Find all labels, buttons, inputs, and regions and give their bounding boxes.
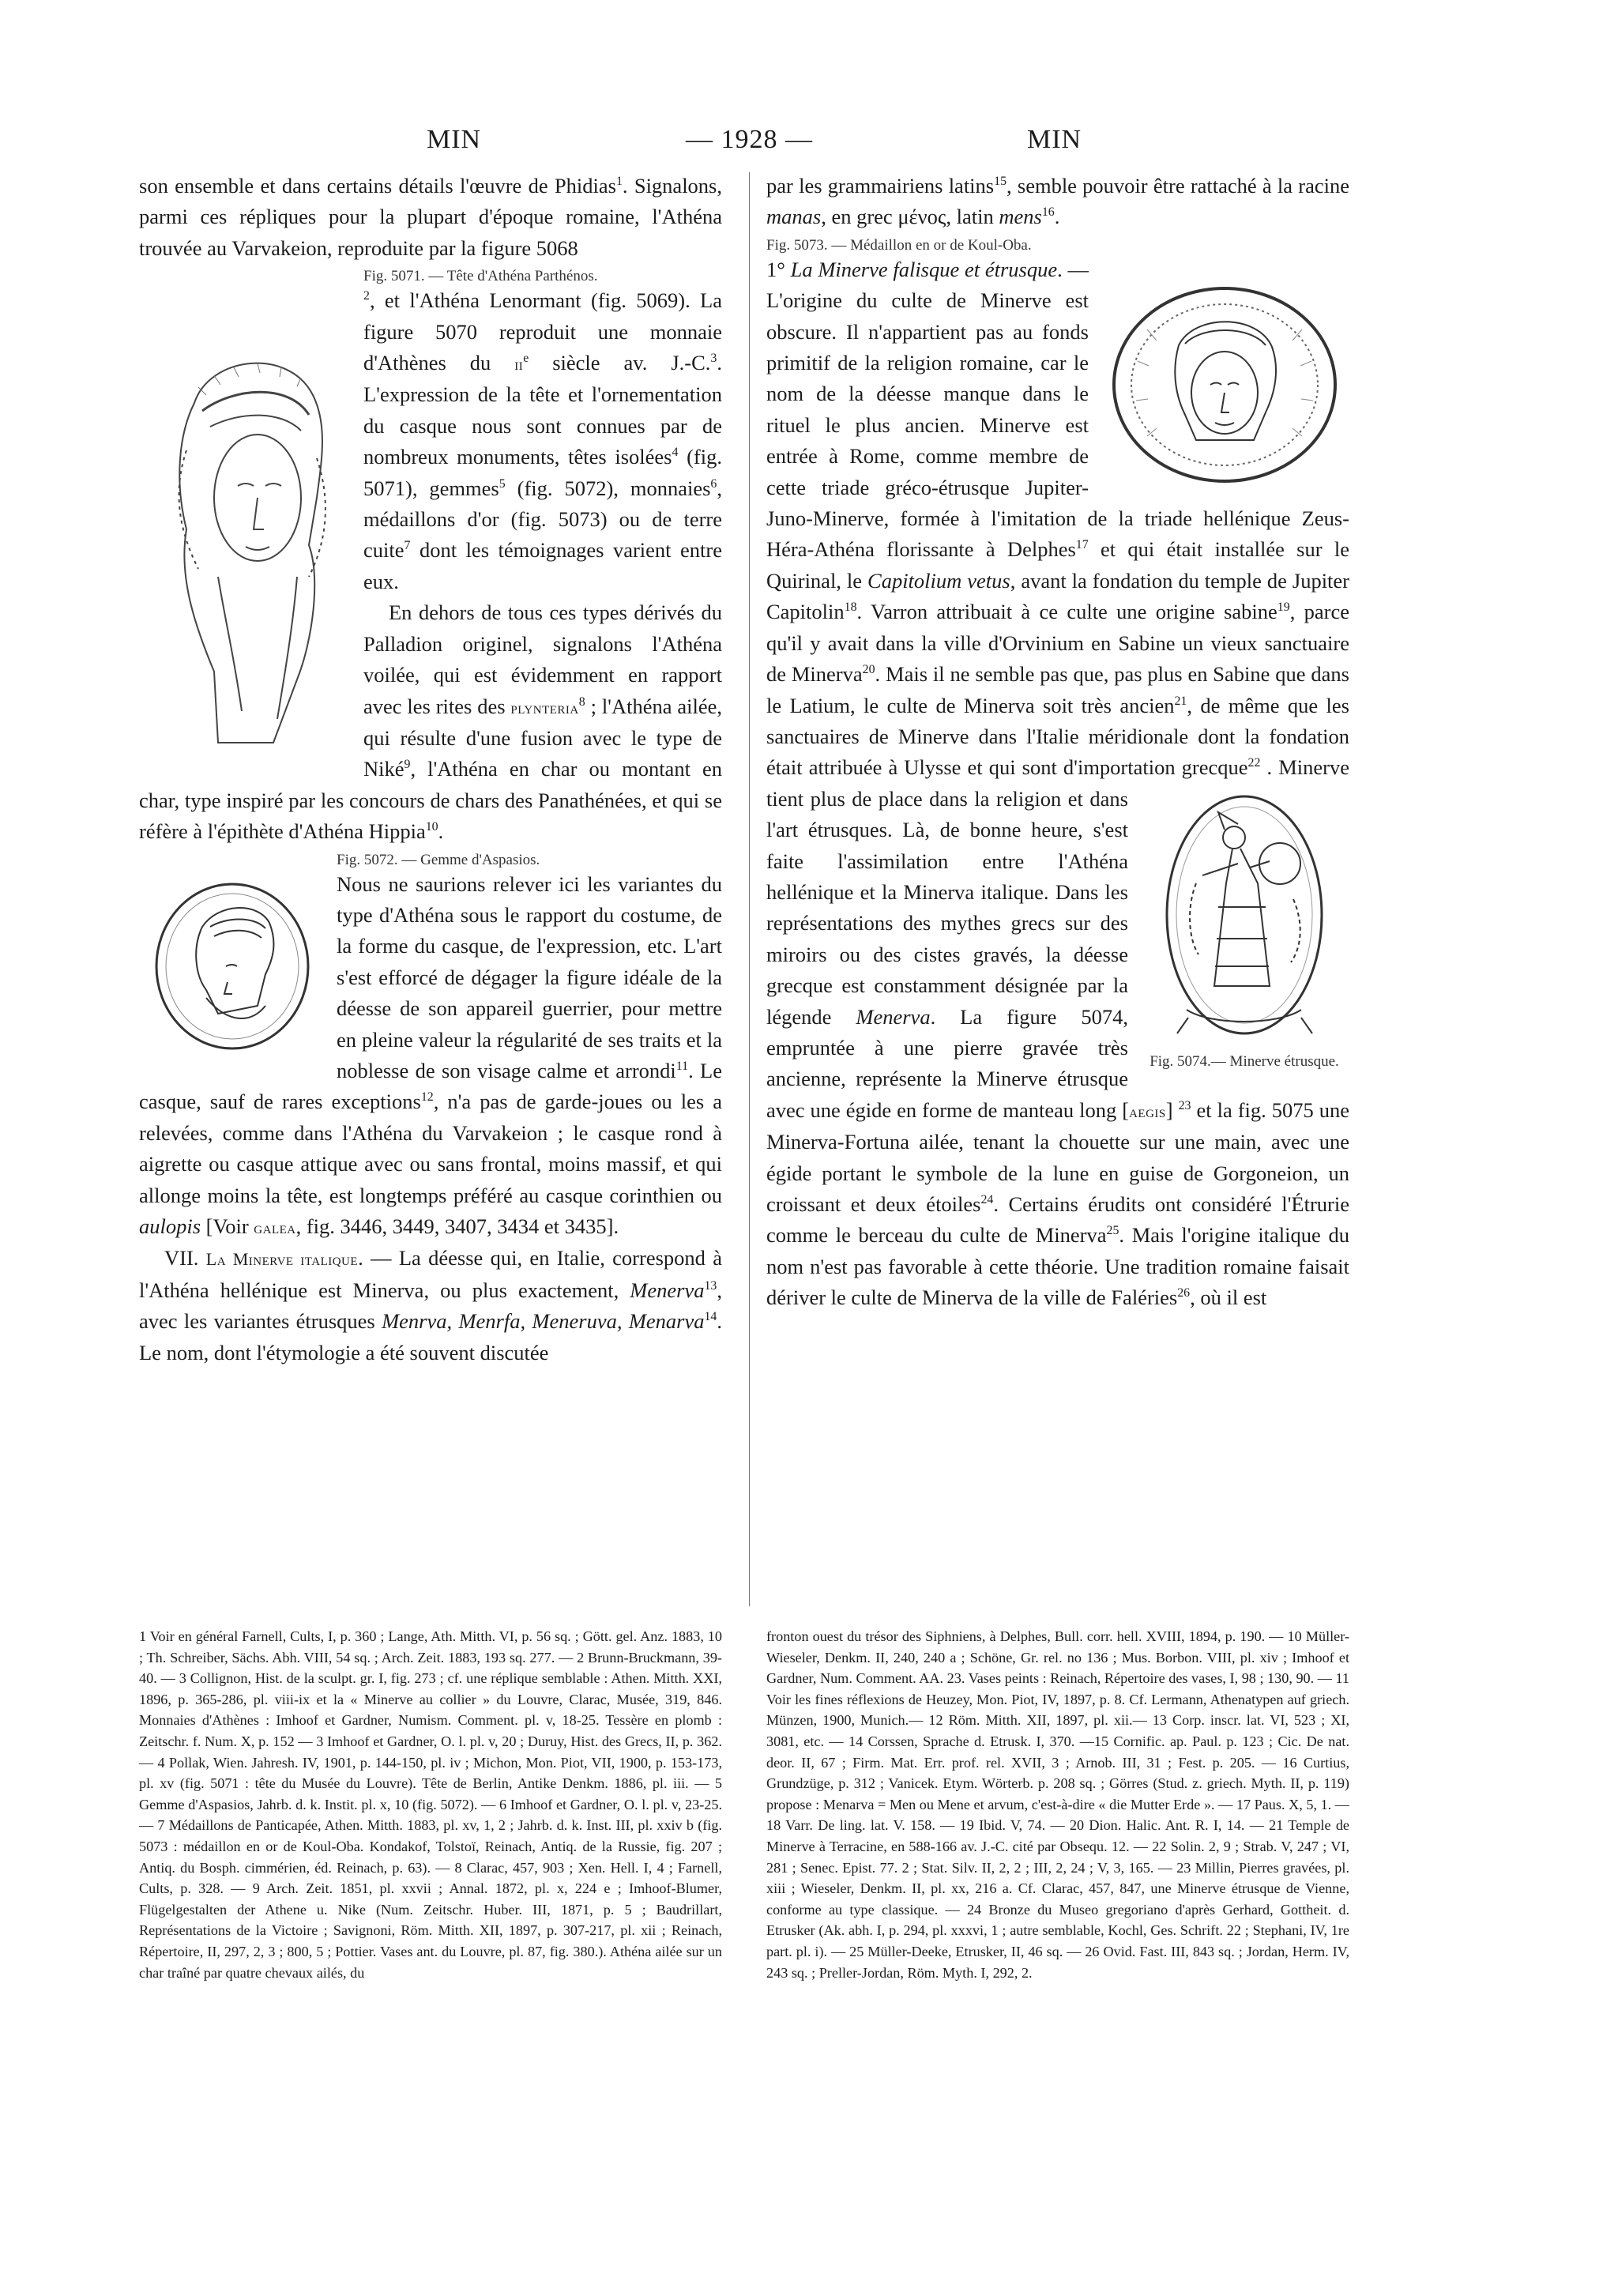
right-column: par les grammairiens latins$^{15}$, semble pouvoir être rattaché à la racine manas, en grec μένος, latin mens$^{16}$. Fig. 5073. — Médaillon en or de Koul-Oba. 1° La Minerve falisque et étrusque. — L'origine du culte de Minerve est obscure. Il n'appartient pas au fonds primitif de la religion romaine, car le nom de la déesse manque dans le rituel le plus ancien. Minerve est entrée à Rome, comme membre de cette triade gréco-étrusque Jupiter-Juno-Minerve, formée à l'imitation de la triade hellénique Zeus-Héra-Athéna florissante à Delphes$^{17}$ et qui était installée sur le Quirinal, le Capitolium vetus, avant la fondation du temple de Jupiter Capitolin$^{18}$. Varron attribuait à ce culte une origine sabine$^{19}$, parce qu'il y avait dans la ville d'Orvinium en Sabine un vieux sanctuaire de Minerva$^{20}$. Mais il ne semble pas que, pas plus en Sabine que dans le Latium, le culte de Minerva soit très ancien$^{21}$, de même que les sanctuaires de Minerve dans l'Italie méridionale dont la fondation était attribuée à Ulysse et qui sont d'importation grecque$^{22}$ Fig. 5074.— Minerve étrusque. . Minerve tient plus de place dans la religion et dans l'art étrusques. Là, de bonne heure, s'est faite l'assimilation entre l'Athéna hellénique et la Minerva italique. Dans les représentations des mythes grecs sur des miroirs ou des cistes gravés, la déesse grecque est constamment désignée par la légende Menerva. La figure 5074, empruntée à une pierre gravée très ancienne, représente la Minerve étrusque avec une égide en forme de manteau long [aegis] $^{23}$ et la fig. 5075 une Minerva-Fortuna ailée, tenant la chouette sur une main, avec une égide portant le symbole de la lune en guise de Gorgoneion, un croissant et deux étoiles$^{24}$. Certains érudits ont considéré l'Étrurie comme le berceau du culte de Minerva$^{25}$. Mais l'origine italique du nom n'est pas favorable à cette théorie. Une tradition romaine faisait dériver le culte de Minerva de la ville de Faléries$^{26}$, où il est <box>766 171 1349 1314</box>
left-paragraph-2: En dehors de tous ces types dérivés du Palladion originel, signalons l'Athéna voilée, qui est évidemment en rapport avec les rites des plynteria$^8$ ; l'Athéna ailée, qui résulte d'une fusion avec le type de Niké$^9$, l'Athéna en char ou montant en char, type inspiré par les concours de chars des Panathénées, et qui se réfère à l'épithète d'Athéna Hippia$^{10}$. <box>139 600 722 844</box>
figure-5073-caption: Fig. 5073. — Médaillon en or de Koul-Oba. <box>766 236 1032 254</box>
figure-5074 <box>1139 789 1349 1071</box>
right-paragraph-1: par les grammairiens latins$^{15}$, semble pouvoir être rattaché à la racine manas, en grec μένος, latin mens$^{16}$. <box>766 174 1350 229</box>
figure-5072-caption: Fig. 5072. — Gemme d'Aspasios. <box>337 851 540 868</box>
header-right: MIN <box>1027 125 1082 154</box>
figure-5071 <box>139 340 352 751</box>
figure-5072 <box>139 879 325 1053</box>
left-paragraph-1: son ensemble et dans certains détails l'œuvre de Phidias$^1$. Signalons, parmi ces répliques pour la plupart d'époque romaine, l'Athéna trouvée au Varvakeion, reproduite par la figure 5068 <box>139 171 722 264</box>
footnotes-left <box>139 1626 722 1983</box>
figure-5074-caption: Fig. 5074.— Minerve étrusque. <box>1150 1052 1339 1070</box>
footnotes-left-text: 1 Voir en général Farnell, Cults, I, p. 360 ; Lange, Ath. Mitth. VI, p. 56 sq. ; Gött. gel. Anz. 1883, 10 ; Th. Schreiber, Sächs. Abh. VIII, 54 sq. ; Arch. Zeit. 1883, 193 sq. 277. — 2 Brunn-Bruckmann, 39-40. — 3 Collignon, Hist. de la sculpt. gr. I, fig. 273 ; cf. une réplique semblable : Athen. Mitth. XXI, 1896, p. 365-286, pl. viii-ix et la « Minerve au collier » du Louvre, Clarac, Musée, 319, 846. Monnaies d'Athènes : Imhoof et Gardner, Numism. Comment. pl. v, 18-25. Tessère en plomb : Zeitschr. f. Num. X, p. 152 — 3 Imhoof et Gardner, O. l. pl. v, 20 ; Duruy, Hist. des Grecs, II, p. 362. — 4 Pollak, Wien. Jahresh. IV, 1901, p. 144-150, pl. iv ; Michon, Mon. Piot, VII, 1900, p. 153-173, pl. xv (fig. 5071 : tête du Musée du Louvre). Tête de Berlin, Antike Denkm. 1886, pl. iii. — 5 Gemme d'Aspasios, Jahrb. d. k. Instit. pl. x, 10 (fig. 5072). — 6 Imhoof et Gardner, O. l. pl. v, 23-25. — 7 Médaillons de Panticapée, Athen. Mitth. 1883, pl. xv, 1, 2 ; Jahrb. d. k. Inst. III, pl. xxiv b (fig. 5073 : médaillon en or de Koul-Oba. Kondakof, Tolstoï, Reinach, Antiq. de la Russie, fig. 207 ; Antiq. du Bosph. cimmérien, éd. Reinach, p. 63). — 8 Clarac, 457, 903 ; Xen. Hell. I, 4 ; Farnell, Cults, p. 328. — 9 Arch. Zeit. 1851, pl. xxvii ; Annal. 1872, pl. x, 224 e ; Imhoof-Blumer, Flügelgestalten der Athene u. Nike (Num. Zeitschr. Huber. III, 1871, p. 5 ; Baudrillart, Représentations de la Victoire ; Savignoni, Röm. Mitth. XII, 1897, p. 307-217, pl. xii ; Reinach, Répertoire, II, 297, 2, 3 ; 800, 5 ; Pottier. Vases ant. du Louvre, pl. 87, fig. 380.). Athéna ailée sur un char traîné par quatre chevaux ailés, du <box>139 1628 722 1981</box>
figure-5071-caption: Fig. 5071. — Tête d'Athéna Parthénos. <box>363 268 598 285</box>
koul-oba-medallion-engraving <box>1100 282 1349 495</box>
left-paragraph-4: VII. La Minerve italique. — La déesse qui, en Italie, correspond à l'Athéna hellénique est Minerva, ou plus exactement, Menerva$^{13}$, avec les variantes étrusques Menrva, Menrfa, Meneruva, Menarva$^{14}$. Le nom, dont l'étymologie a été souvent discutée <box>139 1246 722 1364</box>
gem-aspasios-engraving <box>139 879 325 1053</box>
footnotes-right-text: fronton ouest du trésor des Siphniens, à Delphes, Bull. corr. hell. XVIII, 1894, p. 190. — 10 Müller-Wieseler, Denkm. II, 240, 240 a ; Schöne, Gr. rel. no 136 ; Mus. Borbon. VIII, pl. xiv ; Imhoof et Gardner, Num. Comment. AA. 23. Vases peints : Reinach, Répertoire des vases, I, 98 ; 130, 90. — 11 Voir les fines réflexions de Heuzey, Mon. Piot, IV, 1897, p. 8. Cf. Lermann, Athenatypen auf griech. Münzen, 1900, Munich.— 12 Röm. Mitth. XII, 1897, pl. xii.— 13 Corp. inscr. lat. VI, 523 ; XI, 3081, etc. — 14 Corssen, Sprache d. Etrusk. I, 370. —15 Cornific. ap. Paul. p. 123 ; Cic. De nat. deor. II, 67 ; Firm. Mat. Err. prof. rel. XVII, 3 ; Arnob. III, 31 ; Fest. p. 205. — 16 Curtius, Grundzüge, p. 312 ; Vanicek. Etym. Wörterb. p. 208 sq. ; Görres (Stud. z. griech. Myth. II, p. 119) propose : Menarva = Men ou Mene et arvum, c'est-à-dire « die Mutter Erde ». — 17 Paus. X, 5, 1. — 18 Varr. De ling. lat. V. 158. — 19 Ibid. V, 74. — 20 Dion. Halic. Ant. R. I, 14. — 21 Temple de Minerve à Terracine, en 588-166 av. J.-C. cité par Obsequ. 12. — 22 Solin. 2, 9 ; Strab. V, 247 ; VI, 281 ; Senec. Epist. 77. 2 ; Stat. Silv. II, 2, 2 ; III, 2, 24 ; V, 3, 165. — 23 Millin, Pierres gravées, pl. xiii ; Wieseler, Denkm. II, pl. xx, 216 a. Cf. Clarac, 457, 847, une Minerve étrusque de Vienne, conforme au type classique. — 24 Bronze du Museo gregoriano d'après Gerhard, Gottheit. d. Etrusker (Ak. abh. I, p. 294, pl. xxxvi, 1 ; autre semblable, Kochl, Ges. Schrift. 22 ; Stephani, IV, 1re part. pl. i). — 25 Müller-Deeke, Etrusker, II, 46 sq. — 26 Ovid. Fast. III, 843 sq. ; Jordan, Herm. IV, 243 sq. ; Preller-Jordan, Röm. Myth. I, 292, 2. <box>766 1628 1349 1981</box>
left-column: son ensemble et dans certains détails l'œuvre de Phidias$^1$. Signalons, parmi ces répliques pour la plupart d'époque romaine, l'Athéna trouvée au Varvakeion, reproduite par la figure 5068 Fig. 5071. — Tête d'Athéna Parthénos. $^2$, et l'Athéna Lenormant (fig. 5069). La figure 5070 reproduit une monnaie d'Athènes du $ii^e$ siècle av. J.-C.$^3$. L'expression de la tête et l'ornementation du casque nous sont connues par de nombreux monuments, têtes isolées$^4$ (fig. 5071), gemmes$^5$ (fig. 5072), monnaies$^6$, médaillons d'or (fig. 5073) ou de terre cuite$^7$ dont les témoignages varient entre eux. En dehors de tous ces types dérivés du Palladion originel, signalons l'Athéna voilée, qui est évidemment en rapport avec les rites des plynteria$^8$ ; l'Athéna ailée, qui résulte d'une fusion avec le type de Niké$^9$, l'Athéna en char ou montant en char, type inspiré par les concours de chars des Panathénées, et qui se réfère à l'épithète d'Athéna Hippia$^{10}$. Fig. 5072. — Gemme d'Aspasios. Nous ne saurions relever ici les variantes du type d'Athéna sous le rapport du costume, de la forme du casque, de l'expression, etc. L'art s'est efforcé de dégager la figure idéale de la déesse de son appareil guerrier, pour mettre en pleine valeur la régularité de ses traits et la noblesse de son visage calme et arrondi$^{11}$. Le casque, sauf de rares exceptions$^{12}$, n'a pas de garde-joues ou les a relevées, comme dans l'Athéna du Varvakeion ; le casque rond à aigrette ou casque attique avec ou sans frontal, moins massif, et qui allonge moins la tête, est longtemps préféré au casque corinthien ou aulopis [Voir galea, fig. 3446, 3449, 3407, 3434 et 3435]. VII. La Minerve italique. — La déesse qui, en Italie, correspond à l'Athéna hellénique est Minerva, ou plus exactement, Menerva$^{13}$, avec les variantes étrusques Menrva, Menrfa, Meneruva, Menarva$^{14}$. Le nom, dont l'étymologie a été souvent discutée <box>139 171 722 1368</box>
page-number: — 1928 — <box>686 125 813 154</box>
etruscan-minerva-engraving <box>1139 789 1349 1049</box>
figure-5073 <box>1100 282 1349 495</box>
column-rule <box>749 172 750 1606</box>
header-left: MIN <box>427 125 482 154</box>
footnotes-right <box>766 1626 1349 1983</box>
athena-head-engraving <box>139 340 352 751</box>
